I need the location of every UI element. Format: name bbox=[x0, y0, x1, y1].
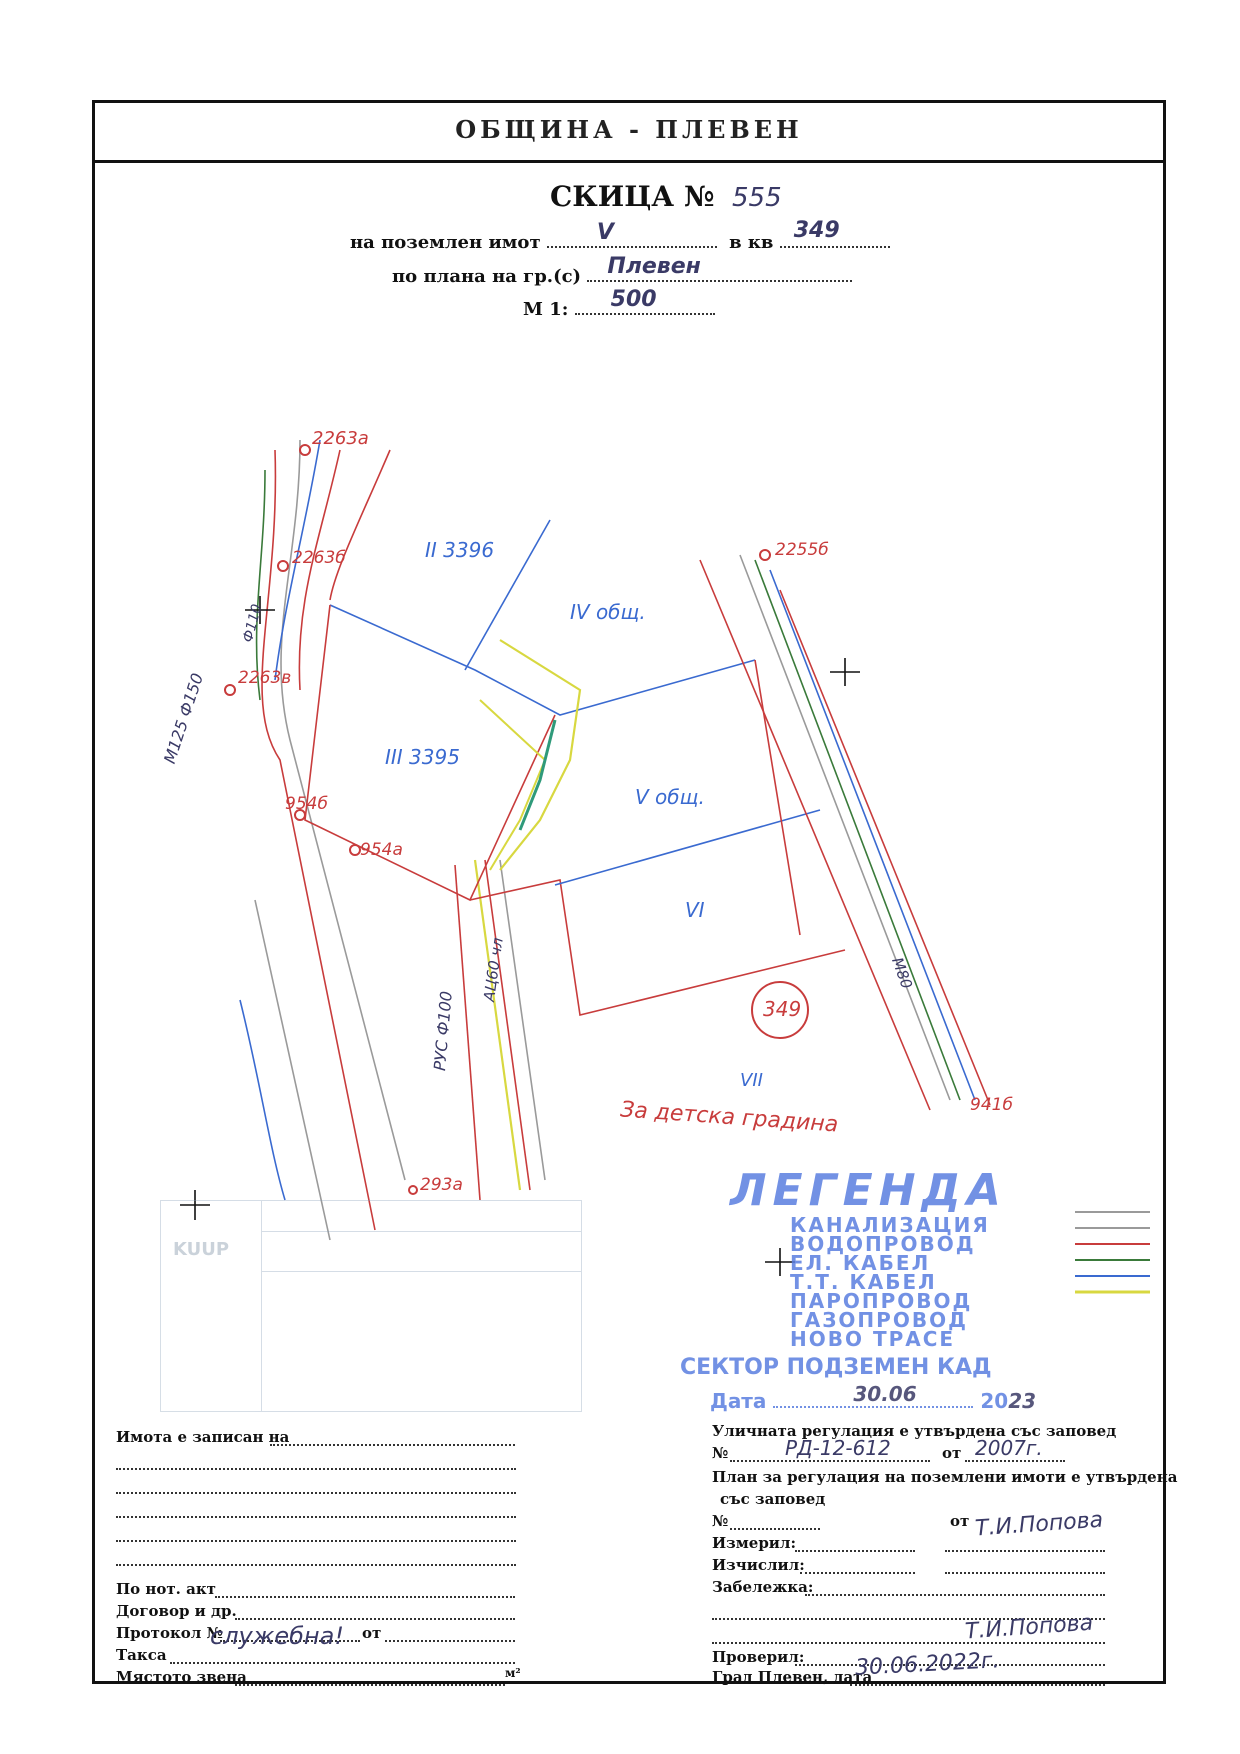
order-from-label: от bbox=[942, 1444, 962, 1462]
plan-order-from-label: от bbox=[950, 1512, 970, 1530]
plan-value: Плевен bbox=[607, 254, 701, 279]
legend-stamp bbox=[680, 1165, 1060, 1413]
legend-item: НОВО ТРАСЕ bbox=[790, 1327, 956, 1351]
legend-sector: СЕКТОР ПОДЗЕМЕН КАД bbox=[680, 1355, 992, 1380]
protocol-from-label: от bbox=[362, 1624, 382, 1642]
legend-item: ПАРОПРОВОД bbox=[790, 1289, 973, 1313]
plot-value: V bbox=[596, 220, 614, 245]
verified-label: Проверил: bbox=[712, 1648, 805, 1666]
street-reg-label: Уличната регулация е утвърдена със заповед bbox=[712, 1422, 1117, 1440]
tax-label: Такса bbox=[116, 1646, 167, 1664]
plan-line: по плана на гр.(с) Плевен bbox=[392, 262, 852, 287]
legend-date-row: Дата 30.06 2023 bbox=[710, 1382, 1037, 1413]
point-label: 954а bbox=[360, 840, 403, 860]
verified-signature: Т.И.Попова bbox=[964, 1610, 1094, 1645]
contract-label: Договор и др. bbox=[116, 1602, 237, 1620]
pipe-label: М80 bbox=[888, 955, 916, 992]
scale-line: М 1: 500 bbox=[523, 295, 715, 320]
order-no-label: № bbox=[712, 1444, 729, 1462]
plan-order-no-label: № bbox=[712, 1512, 729, 1530]
point-label: 2255б bbox=[775, 540, 829, 560]
legend-year: 23 bbox=[1008, 1389, 1037, 1413]
sketch-number: 555 bbox=[732, 183, 782, 213]
legend-item: КАНАЛИЗАЦИЯ bbox=[790, 1213, 990, 1237]
order-year: 2007г. bbox=[975, 1436, 1043, 1460]
pipe-label: М125 Ф150 bbox=[160, 670, 208, 766]
point-label: 293а bbox=[420, 1175, 463, 1195]
notary-label: По нот. акт bbox=[116, 1580, 216, 1598]
tax-value: служебна! bbox=[210, 1622, 344, 1650]
legend-item: ГАЗОПРОВОД bbox=[790, 1308, 968, 1332]
point-label: 2263в bbox=[238, 668, 292, 688]
point-marker bbox=[300, 445, 310, 455]
sketch-title: СКИЦА № 555 bbox=[550, 180, 782, 213]
protocol-label: Протокол № bbox=[116, 1624, 223, 1642]
parcel-label: VI bbox=[685, 898, 705, 922]
kuup-stamp bbox=[160, 1200, 582, 1412]
measured-label: Измерил: bbox=[712, 1534, 797, 1552]
city-date-value: 30.06.2022г. bbox=[854, 1648, 1001, 1681]
pipe-label: РУС Ф100 bbox=[430, 990, 456, 1072]
note-label: Забележка: bbox=[712, 1578, 814, 1596]
plan-reg-label-2: със заповед bbox=[720, 1490, 826, 1508]
parcel-label: IV общ. bbox=[570, 600, 646, 624]
plan-reg-label: План за регулация на поземлени имоти е утвърдена bbox=[712, 1468, 1178, 1486]
legend-item: Т.Т. КАБЕЛ bbox=[790, 1270, 937, 1294]
kuup-logo: KUUP bbox=[173, 1239, 230, 1260]
city-date-label: Град Плевен, дата bbox=[712, 1668, 873, 1686]
block-value: 349 bbox=[793, 218, 840, 243]
area-label: Мястото звена bbox=[116, 1668, 247, 1686]
municipality-header: ОБЩИНА - ПЛЕВЕН bbox=[455, 115, 803, 144]
parcel-label: VII bbox=[740, 1070, 763, 1091]
registered-label: Имота е записан на bbox=[116, 1428, 290, 1446]
point-label: 941б bbox=[970, 1095, 1013, 1115]
parcel-label: III 3395 bbox=[385, 745, 460, 769]
legend-date-value: 30.06 bbox=[853, 1382, 917, 1406]
point-label: 2263а bbox=[312, 428, 369, 449]
area-unit: м² bbox=[505, 1666, 521, 1680]
point-label: 954б bbox=[285, 794, 328, 814]
legend-item: ЕЛ. КАБЕЛ bbox=[790, 1251, 931, 1275]
calculated-label: Изчислил: bbox=[712, 1556, 805, 1574]
plot-line: на поземлен имот V в кв 349 bbox=[350, 228, 890, 253]
point-label: 2263б bbox=[292, 548, 346, 568]
parcel-label: II 3396 bbox=[425, 538, 495, 562]
block-circle-label: 349 bbox=[763, 997, 802, 1021]
pipe-label: АЦ60 чл bbox=[480, 936, 507, 1003]
scale-value: 500 bbox=[610, 287, 657, 312]
order-number: РД-12-612 bbox=[785, 1436, 891, 1460]
measured-signature: Т.И.Попова bbox=[974, 1507, 1104, 1542]
legend-item: ВОДОПРОВОД bbox=[790, 1232, 976, 1256]
legend-title: ЛЕГЕНДА bbox=[730, 1165, 1007, 1216]
plan-note: За детска градина bbox=[619, 1097, 839, 1138]
line-left-green bbox=[257, 470, 265, 700]
parcel-label: V общ. bbox=[635, 785, 705, 809]
pipe-label: Ф110 bbox=[240, 602, 266, 645]
